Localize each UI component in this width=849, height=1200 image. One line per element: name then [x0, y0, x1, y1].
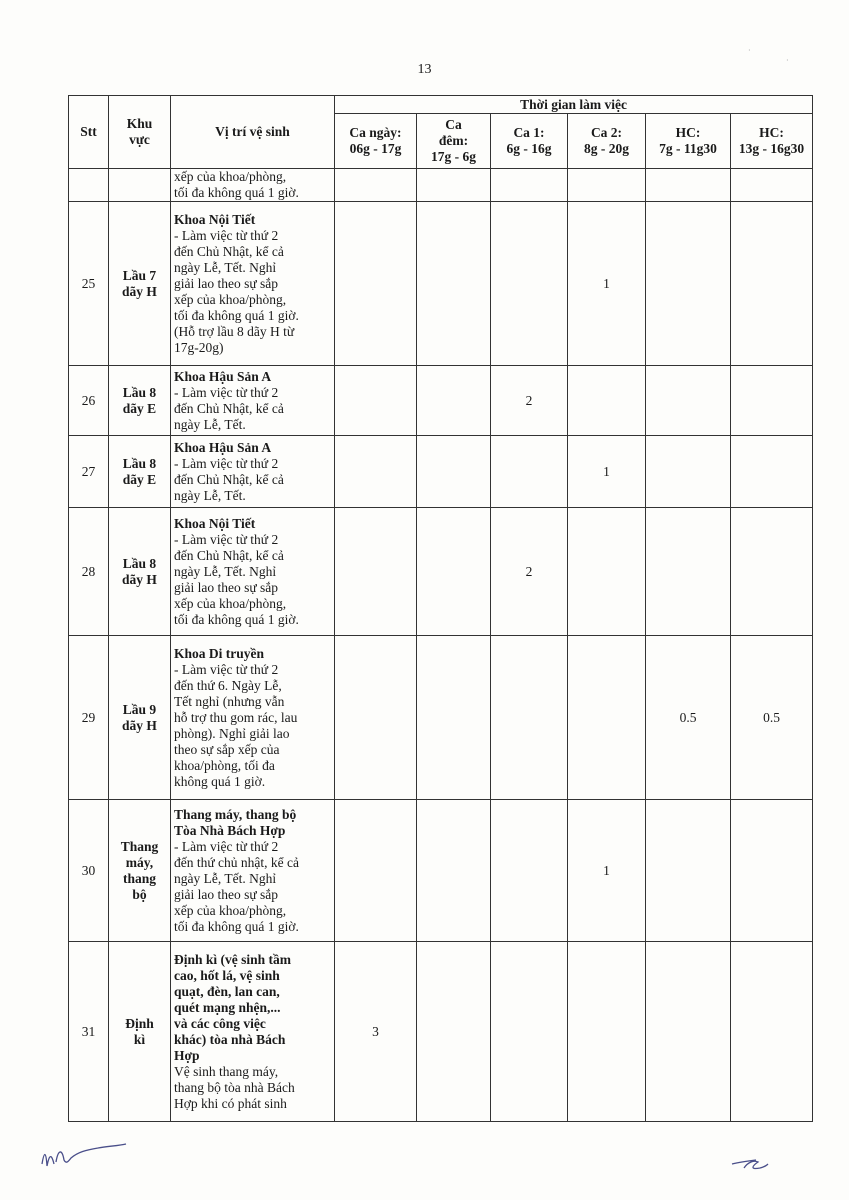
shift-staff-count	[491, 800, 568, 942]
shift-staff-count	[335, 436, 417, 508]
shift-staff-count	[491, 636, 568, 800]
shift-staff-count: 2	[491, 366, 568, 436]
header-shift-day: Ca ngày: 06g - 17g	[335, 114, 417, 169]
location-title: Định kì (vệ sinh tầm cao, hốt lá, vệ sinh quạt, đèn, lan can, quét mạng nhện,... và các công việc khác) tòa nhà Bách Hợp	[174, 951, 292, 1063]
table-row	[69, 800, 813, 942]
table-row	[69, 508, 813, 636]
table-row	[69, 636, 813, 800]
location-description: - Làm việc từ thứ 2 đến Chủ Nhật, kể cả ngày Lễ, Tết. Nghỉ giải lao theo sự sắp xếp của khoa/phòng, tối đa không quá 1 giờ. (Hỗ trợ lầu 8 dãy H từ 17g-20g)	[174, 227, 299, 355]
cleaning-schedule-table	[68, 95, 813, 1122]
header-hc-afternoon: HC: 13g - 16g30	[731, 114, 813, 169]
header-shift-1: Ca 1: 6g - 16g	[491, 114, 568, 169]
scan-speck: ·	[786, 56, 789, 65]
table-row	[69, 436, 813, 508]
row-area: Lầu 7 dãy H	[109, 202, 171, 366]
shift-staff-count	[335, 366, 417, 436]
row-stt: 26	[69, 366, 109, 436]
location-title: Khoa Di truyền	[174, 645, 265, 661]
shift-staff-count	[335, 800, 417, 942]
continuation-text: xếp của khoa/phòng, tối đa không quá 1 giờ.	[171, 169, 335, 202]
shift-staff-count	[646, 436, 731, 508]
header-shift-2: Ca 2: 8g - 20g	[568, 114, 646, 169]
shift-staff-count	[417, 366, 491, 436]
shift-staff-count	[568, 636, 646, 800]
location-title: Khoa Hậu Sản A	[174, 439, 272, 455]
header-shift-night: Ca đêm: 17g - 6g	[417, 114, 491, 169]
shift-staff-count	[568, 366, 646, 436]
header-area: Khu vực	[109, 96, 171, 169]
table-row	[69, 942, 813, 1122]
page-number: 13	[417, 62, 432, 77]
shift-staff-count	[417, 942, 491, 1122]
location-description: - Làm việc từ thứ 2 đến Chủ Nhật, kể cả ngày Lễ, Tết. Nghỉ giải lao theo sự sắp xếp của khoa/phòng, tối đa không quá 1 giờ.	[174, 531, 299, 627]
shift-staff-count	[731, 508, 813, 636]
header-hc-morning: HC: 7g - 11g30	[646, 114, 731, 169]
shift-staff-count	[731, 366, 813, 436]
row-location	[171, 636, 335, 800]
initials-signature-right	[730, 1152, 770, 1176]
shift-staff-count	[491, 942, 568, 1122]
shift-staff-count	[335, 636, 417, 800]
shift-staff-count: 1	[568, 800, 646, 942]
row-stt: 29	[69, 636, 109, 800]
row-area: Lầu 8 dãy E	[109, 366, 171, 436]
location-title: Thang máy, thang bộ Tòa Nhà Bách Hợp	[174, 806, 297, 838]
row-location	[171, 366, 335, 436]
row-stt: 25	[69, 202, 109, 366]
shift-staff-count	[491, 202, 568, 366]
shift-staff-count	[417, 202, 491, 366]
shift-staff-count: 0.5	[731, 636, 813, 800]
shift-staff-count	[417, 800, 491, 942]
initials-signature-left	[38, 1142, 128, 1172]
shift-staff-count	[417, 436, 491, 508]
row-location	[171, 800, 335, 942]
shift-staff-count	[568, 508, 646, 636]
shift-staff-count	[646, 366, 731, 436]
row-area: Lầu 8 dãy E	[109, 436, 171, 508]
table-row-continuation	[69, 169, 813, 202]
row-location	[171, 508, 335, 636]
shift-staff-count: 1	[568, 436, 646, 508]
shift-staff-count	[646, 942, 731, 1122]
header-stt: Stt	[69, 96, 109, 169]
location-title: Khoa Nội Tiết	[174, 515, 256, 531]
location-description: - Làm việc từ thứ 2 đến Chủ Nhật, kể cả ngày Lễ, Tết.	[174, 455, 284, 503]
shift-staff-count	[731, 800, 813, 942]
location-description: - Làm việc từ thứ 2 đến Chủ Nhật, kể cả ngày Lễ, Tết.	[174, 384, 284, 432]
shift-staff-count: 3	[335, 942, 417, 1122]
shift-staff-count	[731, 942, 813, 1122]
shift-staff-count	[646, 202, 731, 366]
location-description: Vệ sinh thang máy, thang bộ tòa nhà Bách Hợp khi có phát sinh	[174, 1063, 295, 1111]
header-working-time: Thời gian làm việc	[335, 96, 813, 114]
shift-staff-count	[731, 436, 813, 508]
table-row	[69, 366, 813, 436]
shift-staff-count	[335, 508, 417, 636]
shift-staff-count	[417, 508, 491, 636]
header-location: Vị trí vệ sinh	[171, 96, 335, 169]
shift-staff-count: 1	[568, 202, 646, 366]
shift-staff-count	[646, 508, 731, 636]
row-location	[171, 202, 335, 366]
table-row	[69, 202, 813, 366]
row-area: Lầu 9 dãy H	[109, 636, 171, 800]
location-title: Khoa Hậu Sản A	[174, 368, 272, 384]
location-description: - Làm việc từ thứ 2 đến thứ chủ nhật, kể cả ngày Lễ, Tết. Nghỉ giải lao theo sự sắp xếp của khoa/phòng, tối đa không quá 1 giờ.	[174, 838, 300, 934]
location-title: Khoa Nội Tiết	[174, 211, 256, 227]
row-location	[171, 942, 335, 1122]
shift-staff-count	[417, 636, 491, 800]
shift-staff-count	[491, 436, 568, 508]
shift-staff-count	[335, 202, 417, 366]
row-stt: 27	[69, 436, 109, 508]
row-stt: 28	[69, 508, 109, 636]
shift-staff-count: 0.5	[646, 636, 731, 800]
row-stt: 31	[69, 942, 109, 1122]
row-stt: 30	[69, 800, 109, 942]
row-area: Thang máy, thang bộ	[109, 800, 171, 942]
row-location	[171, 436, 335, 508]
shift-staff-count	[731, 202, 813, 366]
row-area: Định kì	[109, 942, 171, 1122]
row-area: Lầu 8 dãy H	[109, 508, 171, 636]
shift-staff-count	[568, 942, 646, 1122]
shift-staff-count	[646, 800, 731, 942]
scan-speck: ·	[748, 46, 751, 55]
location-description: - Làm việc từ thứ 2 đến thứ 6. Ngày Lễ, Tết nghỉ (nhưng vẫn hỗ trợ thu gom rác, lau phòng). Nghỉ giải lao theo sự sắp xếp của khoa/phòng, tối đa không quá 1 giờ.	[174, 661, 298, 789]
shift-staff-count: 2	[491, 508, 568, 636]
